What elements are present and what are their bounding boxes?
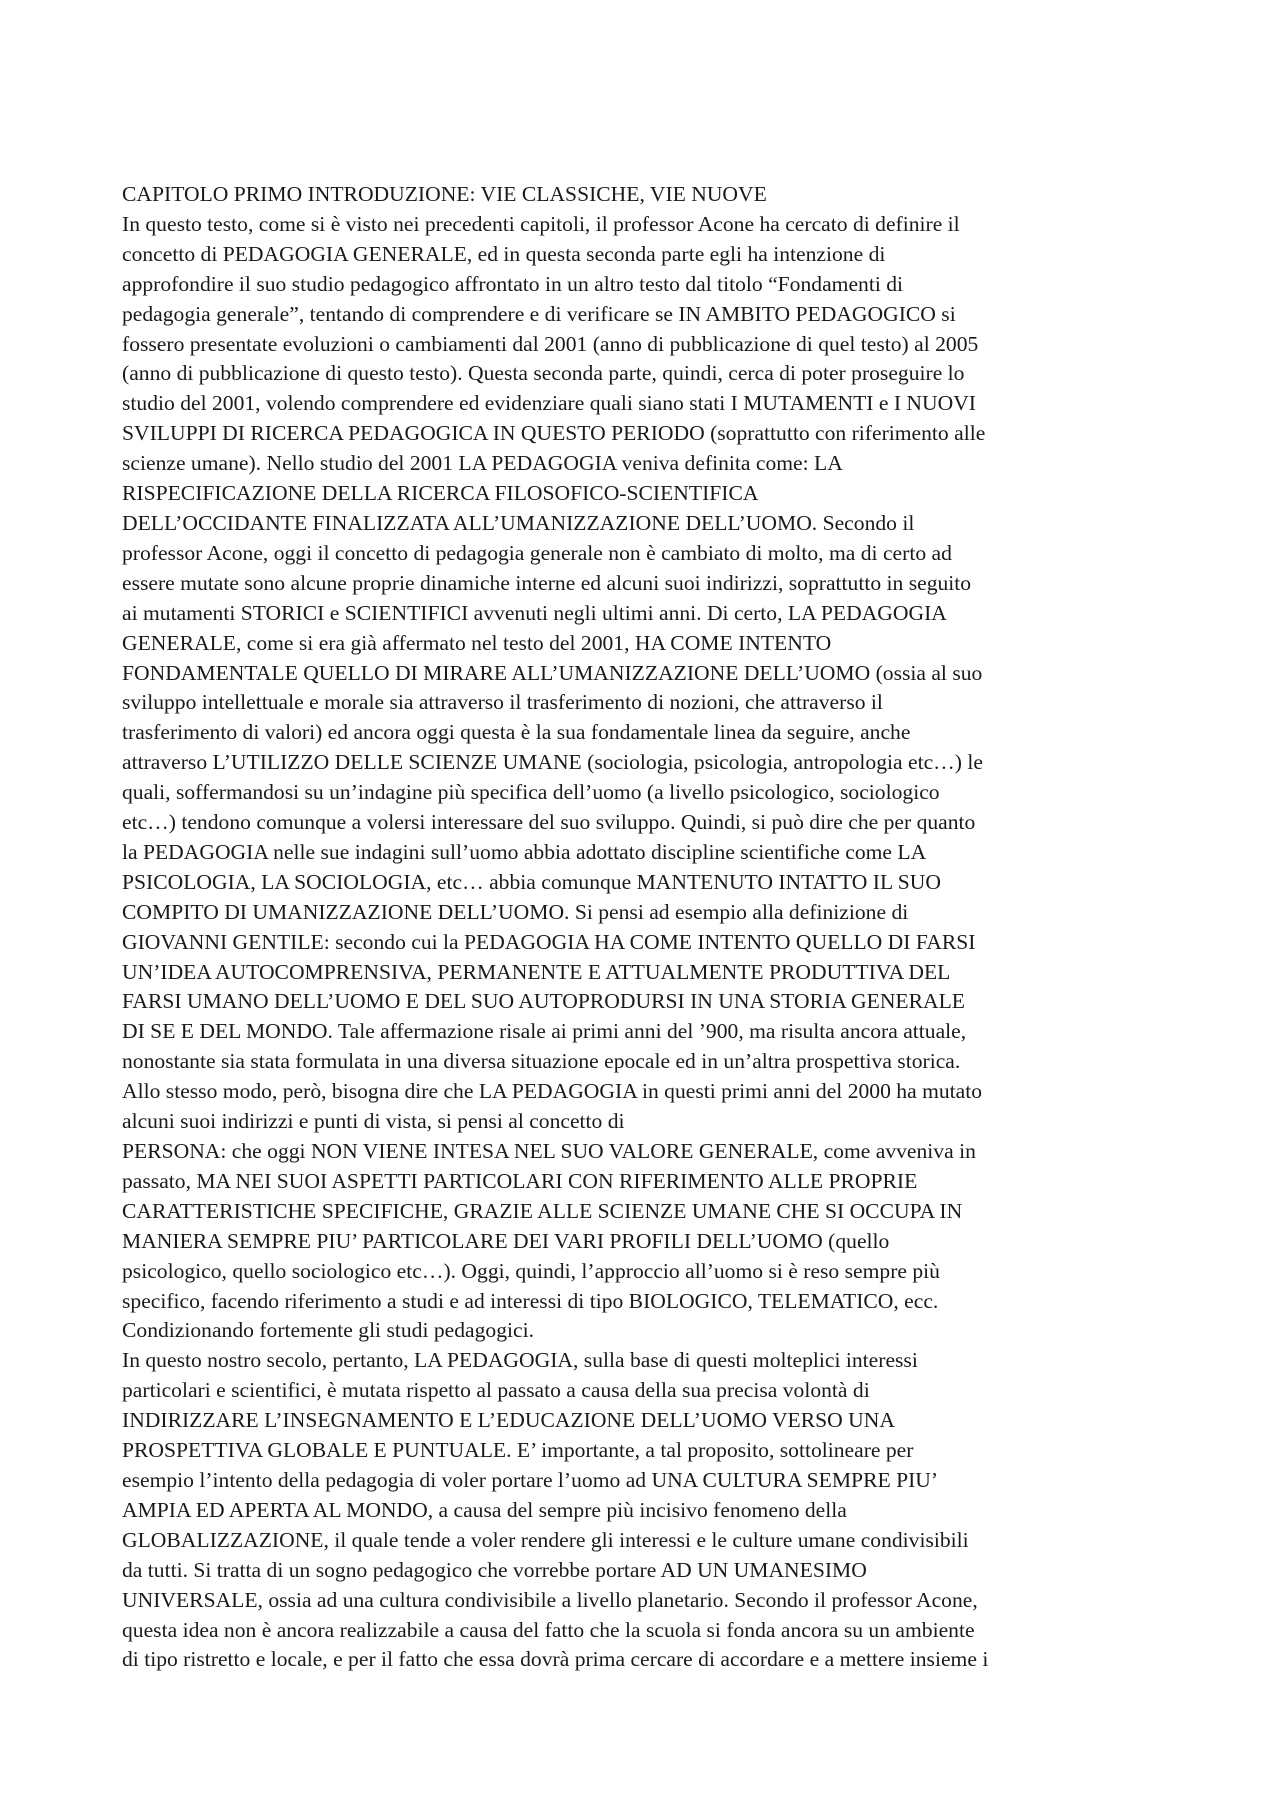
text-line: pedagogia generale”, tentando di comprendere e di verificare se IN AMBITO PEDAGOGICO si: [122, 301, 956, 326]
text-line: psicologico, quello sociologico etc…). Oggi, quindi, l’approccio all’uomo si è reso sempre più: [122, 1258, 940, 1283]
text-line: UN’IDEA AUTOCOMPRENSIVA, PERMANENTE E ATTUALMENTE PRODUTTIVA DEL: [122, 959, 951, 984]
text-line: UNIVERSALE, ossia ad una cultura condivisibile a livello planetario. Secondo il professor Acone,: [122, 1587, 978, 1612]
text-line: quali, soffermandosi su un’indagine più specifica dell’uomo (a livello psicologico, sociologico: [122, 780, 940, 805]
text-line: la PEDAGOGIA nelle sue indagini sull’uomo abbia adottato discipline scientifiche come LA: [122, 839, 927, 864]
text-line: ai mutamenti STORICI e SCIENTIFICI avvenuti negli ultimi anni. Di certo, LA PEDAGOGIA: [122, 600, 947, 625]
text-line: In questo nostro secolo, pertanto, LA PEDAGOGIA, sulla base di questi molteplici interessi: [122, 1348, 918, 1373]
text-line: sviluppo intellettuale e morale sia attraverso il trasferimento di nozioni, che attraverso il: [122, 690, 883, 715]
text-line: passato, MA NEI SUOI ASPETTI PARTICOLARI CON RIFERIMENTO ALLE PROPRIE: [122, 1168, 918, 1193]
text-line: da tutti. Si tratta di un sogno pedagogico che vorrebbe portare AD UN UMANESIMO: [122, 1557, 867, 1582]
text-line: RISPECIFICAZIONE DELLA RICERCA FILOSOFICO-SCIENTIFICA: [122, 481, 759, 506]
text-line: GENERALE, come si era già affermato nel testo del 2001, HA COME INTENTO: [122, 630, 832, 655]
text-line: FONDAMENTALE QUELLO DI MIRARE ALL’UMANIZZAZIONE DELL’UOMO (ossia al suo: [122, 660, 983, 685]
text-line: etc…) tendono comunque a volersi interessare del suo sviluppo. Quindi, si può dire che per quanto: [122, 810, 976, 835]
text-line: attraverso L’UTILIZZO DELLE SCIENZE UMANE (sociologia, psicologia, antropologia etc…) le: [122, 750, 983, 775]
text-line: PROSPETTIVA GLOBALE E PUNTUALE. E’ importante, a tal proposito, sottolineare per: [122, 1438, 914, 1463]
text-line: AMPIA ED APERTA AL MONDO, a causa del sempre più incisivo fenomeno della: [122, 1497, 847, 1522]
text-line: specifico, facendo riferimento a studi e ad interessi di tipo BIOLOGICO, TELEMATICO, ecc.: [122, 1288, 939, 1313]
text-line: questa idea non è ancora realizzabile a causa del fatto che la scuola si fonda ancora su un ambiente: [122, 1617, 975, 1642]
text-line: FARSI UMANO DELL’UOMO E DEL SUO AUTOPRODURSI IN UNA STORIA GENERALE: [122, 989, 965, 1014]
text-line: esempio l’intento della pedagogia di voler portare l’uomo ad UNA CULTURA SEMPRE PIU’: [122, 1467, 939, 1492]
chapter-heading: CAPITOLO PRIMO INTRODUZIONE: VIE CLASSICHE, VIE NUOVE: [122, 182, 767, 206]
text-line: trasferimento di valori) ed ancora oggi questa è la sua fondamentale linea da seguire, anche: [122, 720, 911, 745]
text-line: concetto di PEDAGOGIA GENERALE, ed in questa seconda parte egli ha intenzione di: [122, 241, 886, 266]
text-line: GLOBALIZZAZIONE, il quale tende a voler rendere gli interessi e le culture umane condivisibili: [122, 1527, 969, 1552]
text-line: GIOVANNI GENTILE: secondo cui la PEDAGOGIA HA COME INTENTO QUELLO DI FARSI: [122, 929, 976, 954]
text-line: MANIERA SEMPRE PIU’ PARTICOLARE DEI VARI PROFILI DELL’UOMO (quello: [122, 1228, 890, 1253]
text-line: scienze umane). Nello studio del 2001 LA PEDAGOGIA veniva definita come: LA: [122, 451, 843, 476]
text-line: studio del 2001, volendo comprendere ed evidenziare quali siano stati I MUTAMENTI e I NUOVI: [122, 391, 976, 416]
text-line: fossero presentate evoluzioni o cambiamenti dal 2001 (anno di pubblicazione di quel testo) al 2005: [122, 331, 979, 356]
text-line: alcuni suoi indirizzi e punti di vista, si pensi al concetto di: [122, 1109, 625, 1134]
text-line: approfondire il suo studio pedagogico affrontato in un altro testo dal titolo “Fondamenti di: [122, 271, 904, 296]
document-page: [122, 180, 1178, 1675]
text-line: essere mutate sono alcune proprie dinamiche interne ed alcuni suoi indirizzi, soprattutto in seguito: [122, 570, 972, 595]
text-line: COMPITO DI UMANIZZAZIONE DELL’UOMO. Si pensi ad esempio alla definizione di: [122, 899, 909, 924]
text-line: DI SE E DEL MONDO. Tale affermazione risale ai primi anni del ’900, ma risulta ancora attuale,: [122, 1019, 967, 1044]
text-line: PERSONA: che oggi NON VIENE INTESA NEL SUO VALORE GENERALE, come avveniva in: [122, 1139, 976, 1163]
text-line: particolari e scientifici, è mutata rispetto al passato a causa della sua precisa volontà di: [122, 1378, 870, 1403]
text-line: INDIRIZZARE L’INSEGNAMENTO E L’EDUCAZIONE DELL’UOMO VERSO UNA: [122, 1408, 895, 1433]
text-line: nonostante sia stata formulata in una diversa situazione epocale ed in un’altra prospettiva storica.: [122, 1049, 961, 1074]
text-line: di tipo ristretto e locale, e per il fatto che essa dovrà prima cercare di accordare e a mettere insieme i: [122, 1647, 989, 1672]
text-line: CARATTERISTICHE SPECIFICHE, GRAZIE ALLE SCIENZE UMANE CHE SI OCCUPA IN: [122, 1198, 963, 1223]
text-line: Allo stesso modo, però, bisogna dire che LA PEDAGOGIA in questi primi anni del 2000 ha mutato: [122, 1079, 983, 1104]
document-body: [122, 180, 1178, 1675]
text-line: PSICOLOGIA, LA SOCIOLOGIA, etc… abbia comunque MANTENUTO INTATTO IL SUO: [122, 869, 941, 894]
text-line: Condizionando fortemente gli studi pedagogici.: [122, 1318, 534, 1343]
text-line: professor Acone, oggi il concetto di pedagogia generale non è cambiato di molto, ma di certo ad: [122, 540, 952, 565]
text-line: DELL’OCCIDANTE FINALIZZATA ALL’UMANIZZAZIONE DELL’UOMO. Secondo il: [122, 510, 915, 535]
text-line: SVILUPPI DI RICERCA PEDAGOGICA IN QUESTO PERIODO (soprattutto con riferimento alle: [122, 421, 986, 446]
text-line: (anno di pubblicazione di questo testo). Questa seconda parte, quindi, cerca di poter proseguire lo: [122, 361, 965, 386]
text-line: In questo testo, come si è visto nei precedenti capitoli, il professor Acone ha cercato di definire il: [122, 211, 960, 236]
